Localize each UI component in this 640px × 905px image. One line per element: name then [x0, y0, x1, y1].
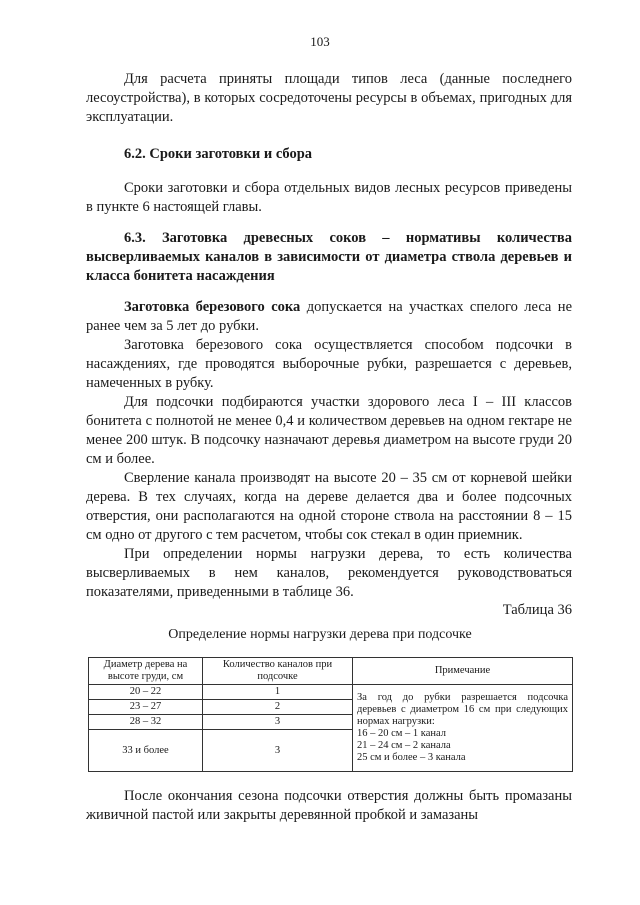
section-6-3-paragraph-3: Для подсочки подбираются участки здорового леса I – III классов бонитета с полнотой не менее 0,4 и количеством деревьев на одном гектаре не менее 200 штук. В подсочку назначают деревья диаметром на высоте груди 20 см и более. [86, 394, 572, 467]
cell-diameter: 28 – 32 [89, 715, 203, 730]
section-6-3-paragraph-1 [86, 298, 572, 336]
section-6-3-body [86, 298, 572, 602]
intro-block [86, 70, 572, 127]
header-note: Примечание [353, 658, 573, 685]
section-6-2-body [86, 179, 572, 217]
section-6-3-paragraph-5: При определении нормы нагрузки дерева, то есть количества высверливаемых в нем каналов, рекомендуется руководствоваться показателями, приведенными в таблице 36. [86, 546, 572, 600]
cell-channels: 3 [203, 715, 353, 730]
header-channels: Количество каналов при подсочке [203, 658, 353, 685]
section-6-2-heading: 6.2. Сроки заготовки и сбора [124, 146, 313, 162]
cell-diameter: 20 – 22 [89, 685, 203, 700]
paragraph-1-rest: допускается на участках спелого леса не ранее чем за 5 лет до рубки. [86, 299, 573, 334]
intro-paragraph: Для расчета приняты площади типов леса (данные последнего лесоустройства), в которых сосредоточены ресурсы в объемах, пригодных для эксплуатации. [86, 71, 572, 125]
cell-diameter: 33 и более [89, 730, 203, 772]
page-number: 103 [310, 34, 330, 49]
closing-paragraph: После окончания сезона подсочки отверстия должны быть промазаны живичной пастой или закрыты деревянной пробкой и замазаны [86, 788, 572, 823]
section-6-2 [86, 145, 572, 164]
note-line-2: 21 – 24 см – 2 канала [357, 740, 451, 751]
cell-channels: 3 [203, 730, 353, 772]
note-line-3: 25 см и более – 3 канала [357, 752, 466, 763]
cell-note [353, 685, 573, 772]
note-text: За год до рубки разрешается подсочка деревьев с диаметром 16 см при следующих нормах нагрузки: [357, 692, 568, 727]
closing-block [86, 787, 572, 825]
table-caption: Определение нормы нагрузки дерева при подсочке [168, 627, 472, 642]
cell-channels: 1 [203, 685, 353, 700]
table-header-row [89, 658, 573, 685]
section-6-3 [86, 229, 572, 286]
section-6-2-text: Сроки заготовки и сбора отдельных видов лесных ресурсов приведены в пункте 6 настоящей главы. [86, 180, 572, 215]
note-line-1: 16 – 20 см – 1 канал [357, 728, 447, 739]
section-6-3-heading: 6.3. Заготовка древесных соков – нормативы количества высверливаемых каналов в зависимости от диаметра ствола деревьев и класса бонитета насаждения [86, 230, 572, 284]
section-6-3-paragraph-2: Заготовка березового сока осуществляется способом подсочки в насаждениях, где проводятся выборочные рубки, разрешается с деревьев, намеченных в рубку. [86, 337, 572, 391]
header-diameter: Диаметр дерева на высоте груди, см [89, 658, 203, 685]
section-6-3-paragraph-4: Сверление канала производят на высоте 20 – 35 см от корневой шейки дерева. В тех случаях, когда на дереве делается два и более подсочных отверстия, они располагаются на одной стороне ствола на расстоянии 8 – 15 см одно от другого с тем расчетом, чтобы сок стекал в один приемник. [86, 470, 572, 543]
birch-sap-term: Заготовка березового сока [124, 299, 301, 315]
cell-diameter: 23 – 27 [89, 700, 203, 715]
table-row [89, 685, 573, 700]
tapping-load-table [88, 657, 573, 772]
table-number: Таблица 36 [502, 602, 572, 618]
cell-channels: 2 [203, 700, 353, 715]
